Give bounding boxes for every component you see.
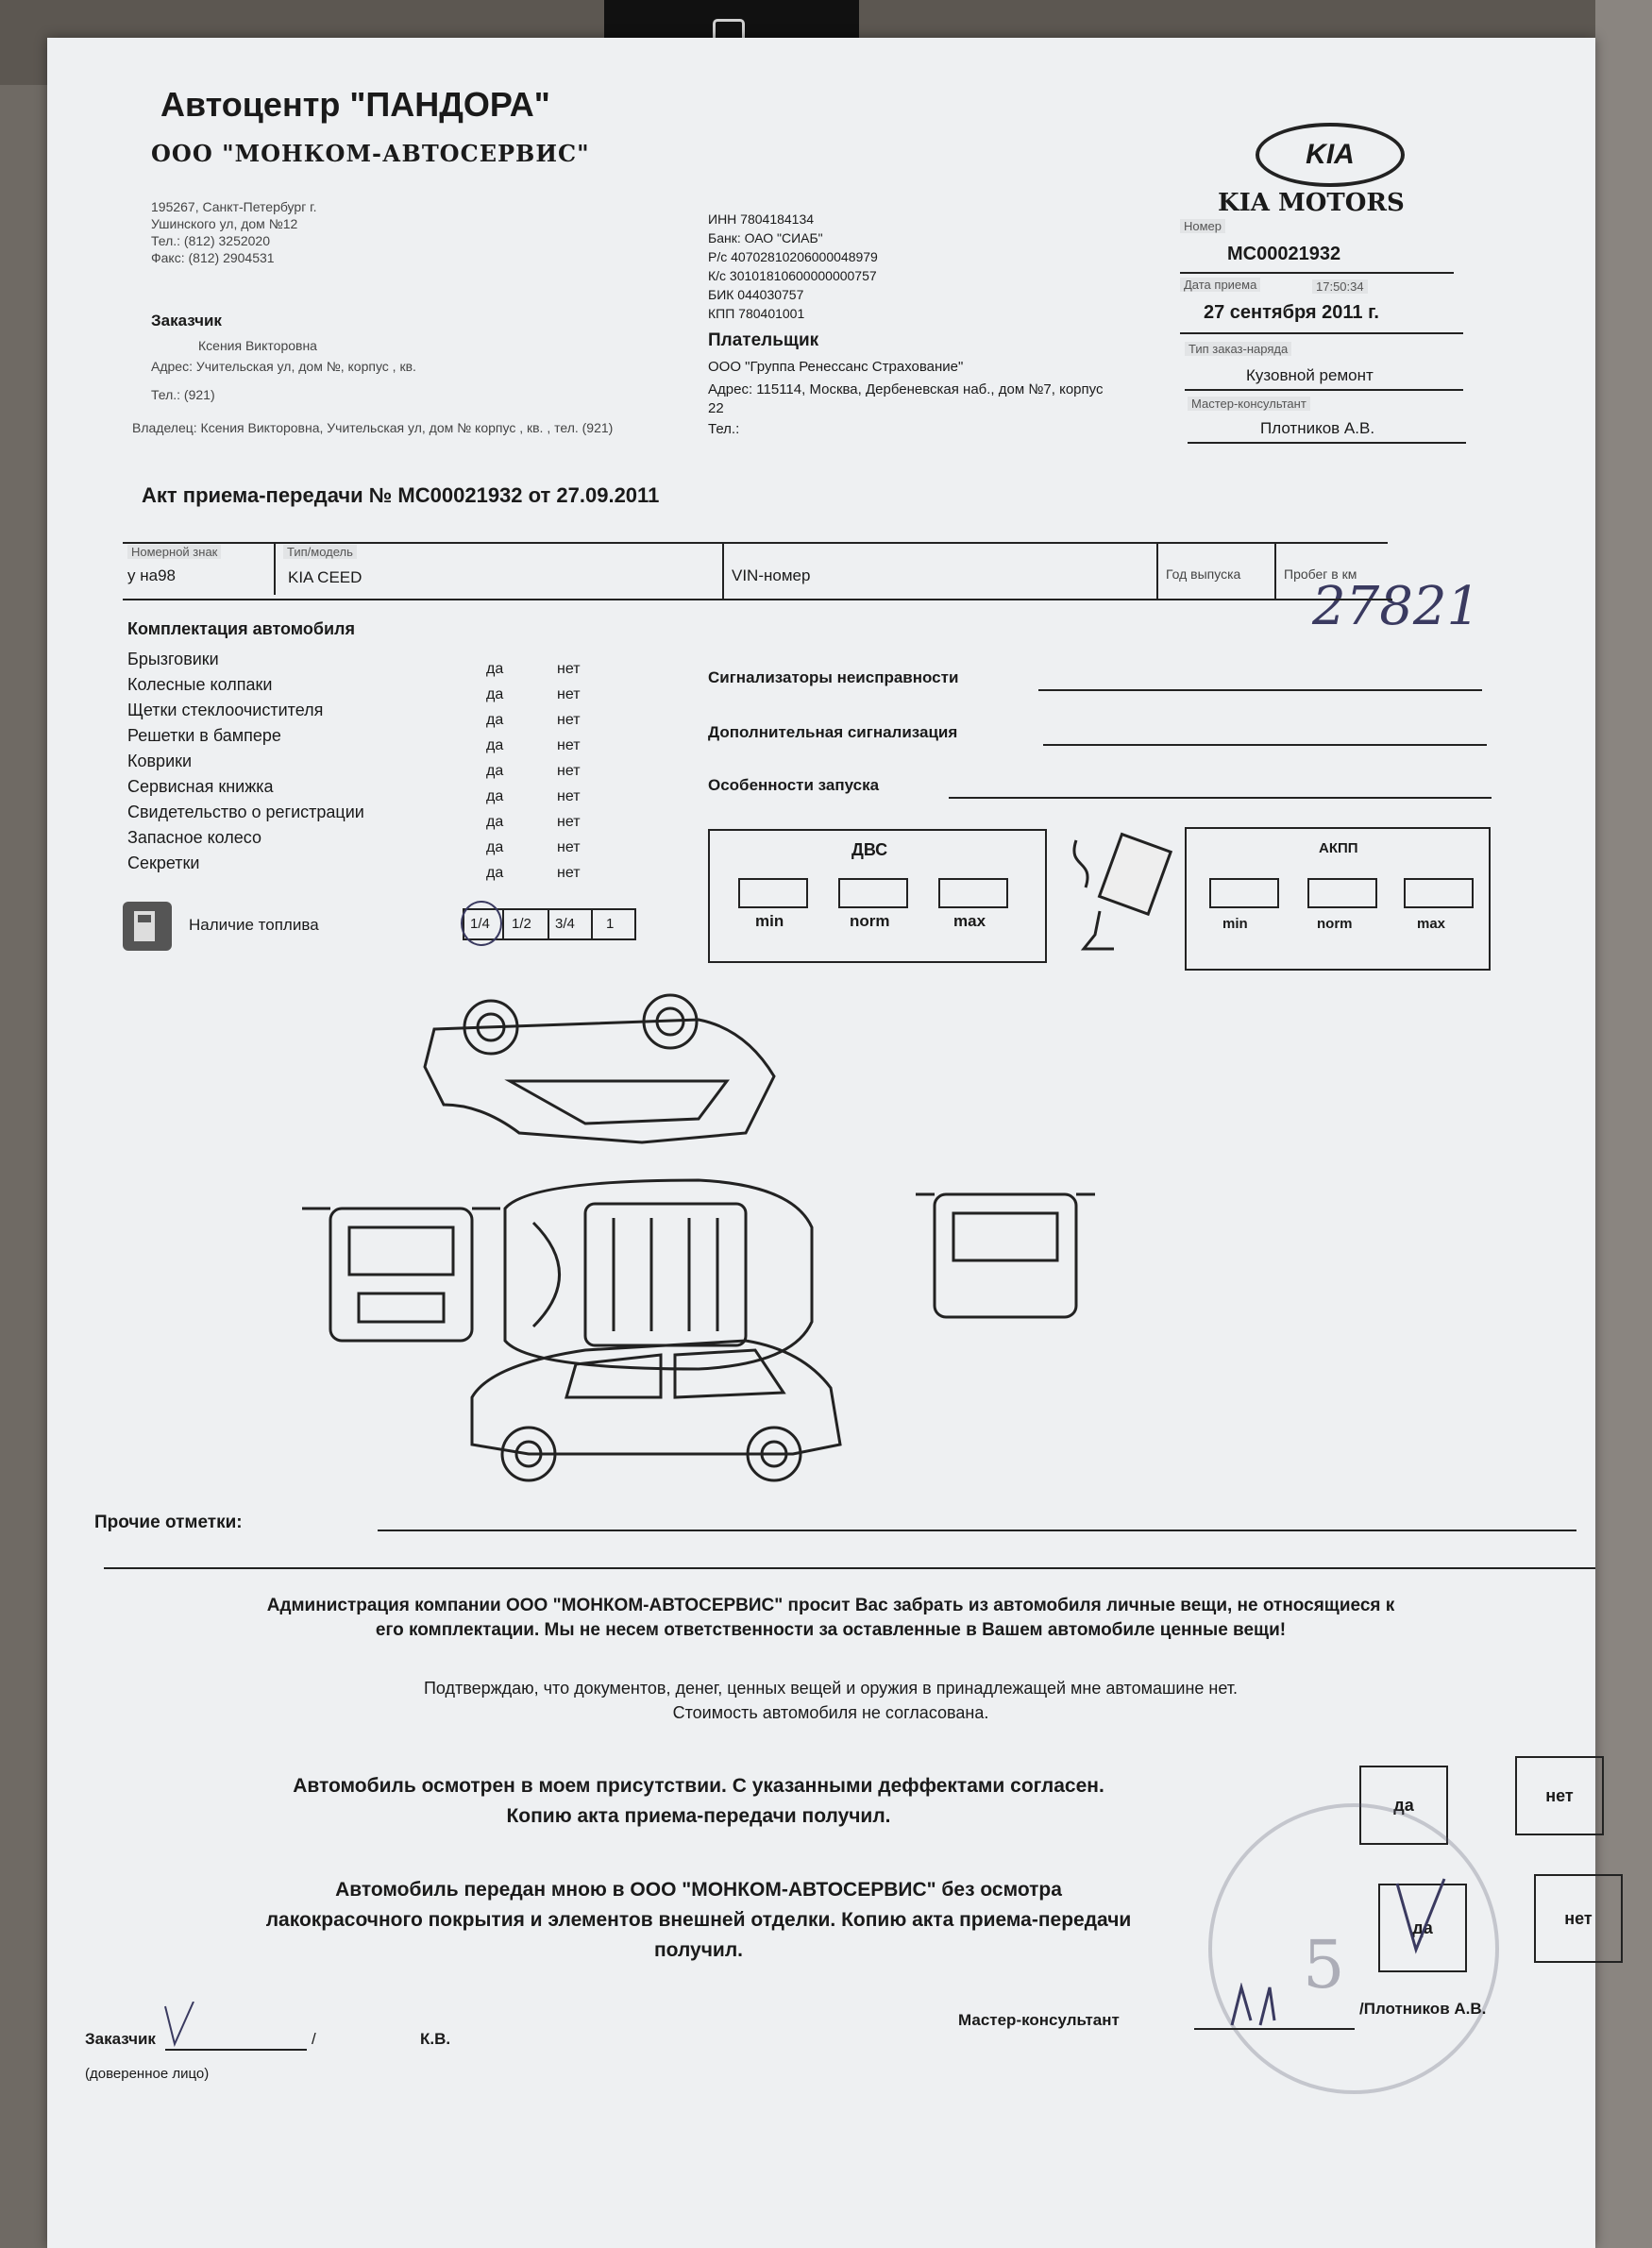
remarks-line[interactable] xyxy=(378,1530,1576,1531)
car-damage-diagram[interactable] xyxy=(302,991,1152,1482)
notice-text: его комплектации. Мы не несем ответственности за оставленные в Вашем автомобиле ценные вещи! xyxy=(375,1620,1287,1640)
vin-label: VIN-номер xyxy=(732,566,811,584)
fuel-level[interactable]: 1 xyxy=(606,916,615,932)
fuel-level[interactable]: 1/2 xyxy=(512,916,531,932)
alarm-label: Дополнительная сигнализация xyxy=(708,723,958,741)
equipment-item-label: Свидетельство о регистрации xyxy=(127,803,364,821)
equipment-yes-option[interactable]: да xyxy=(486,763,504,779)
confirm-text: Стоимость автомобиля не согласована. xyxy=(672,1703,989,1722)
equipment-no-option[interactable]: нет xyxy=(557,788,581,804)
oil-level-label: max xyxy=(953,912,986,930)
master-line xyxy=(1188,442,1466,444)
vehicle-table-divider xyxy=(274,542,276,595)
vehicle-table-bottom xyxy=(123,599,1392,600)
equipment-yes-option[interactable]: да xyxy=(486,686,504,702)
oil-level-cell[interactable] xyxy=(1404,878,1474,908)
payer-address: Адрес: 115114, Москва, Дербеневская наб., дом №7, корпус xyxy=(708,381,1104,397)
equipment-no-option[interactable]: нет xyxy=(557,865,581,881)
fuel-label: Наличие топлива xyxy=(189,916,319,934)
customer-sign-line[interactable] xyxy=(165,2049,307,2051)
equipment-item-label: Решетки в бампере xyxy=(127,726,281,745)
payer-address-2: 22 xyxy=(708,400,724,416)
car-top-view xyxy=(505,1180,812,1369)
fuel-level[interactable]: 3/4 xyxy=(555,916,575,932)
car-front-view xyxy=(302,1209,500,1341)
handed-text: лакокрасочного покрытия и элементов внешней отделки. Копию акта приема-передачи xyxy=(265,1909,1132,1931)
oil-level-cell[interactable] xyxy=(738,878,808,908)
master-name: Плотников А.В. xyxy=(1260,419,1375,437)
inspected-text: Копию акта приема-передачи получил. xyxy=(506,1805,891,1827)
kia-logo-text: KIA xyxy=(1306,139,1355,170)
inspected-yes-box[interactable]: да xyxy=(1359,1766,1448,1845)
payer-name: ООО "Группа Ренессанс Страхование" xyxy=(708,359,964,375)
vehicle-table-top xyxy=(123,542,1388,544)
equipment-no-option[interactable]: нет xyxy=(557,737,581,753)
document-page: Автоцентр "ПАНДОРА" ООО "МОНКОМ-АВТОСЕРВИС" 195267, Санкт-Петербург г. Ушинского ул, дом №12 Тел.: (812) 3252020 Факс: (812) 2904531 ИНН 7804184134 Банк: ОАО "СИАБ" Р/с 40702810206000048979 К/с 30101810600000000757 БИК 044030757 КПП 780401001 KIA KIA MOTORS Номер МС00021932 Дата приема 17:50:34 27 сентября 2011 г. Тип заказ-наряда Кузовной ремонт Мастер-консультант Плотников А.В. Заказчик Ксения Викторовна Адрес: Учительская ул, дом №, корпус , кв. Тел.: (921) Владелец: Ксения Викторовна, Учительская ул, дом № корпус , кв. , тел. (921) Плательщик ООО "Группа Ренессанс Страхование" Адрес: 115114, Москва, Дербеневская наб., дом №7, корпус 22 Тел.: Акт приема-передачи № МС00021932 от 27.09.2011 Номерной знак у на98 Тип/модель KIA CEED VIN-номер Год выпуска Пробег в км 27821 Комплектация автомобиля Брызговики да нет Колесные колпаки да нет Щетки стеклоочистителя да нет Решетки в бампере да нет Коврики да нет Сервисная книжка да нет Свидетельство о регистрации да нет Запасное колесо да нет Секретки да нет Наличие топлива 1/4 1/2 3/4 1 Сигнализаторы неисправности Дополнительная сигнализация Особенности запуска ДВС min norm max АКПП min norm max Прочие отметки: Администрация компании ООО "МОНКОМ-АВТОСЕРВИС" просит Вас забрать из автомобиля личные вещи, не относящиеся к его комплектации. Мы не несем ответственности за оставленные в Вашем автомобиле ценные вещи! Подтверждаю, что документов, денег, ценных вещей и оружия в принадлежащей мне автомашине нет. Стоимость автомобиля не согласована. Автомобиль осмотрен в моем присутствии. С указанными деффектами согласен. Копию акта приема-передачи получил. да нет Автомобиль передан мною в ООО "МОНКОМ-АВТОСЕРВИС" без осмотра лакокрасочного покрытия и элементов внешней отделки. Копию акта приема-передачи получил. да нет 5 Заказчик / К.В. (доверенное лицо) Мастер-консультант /Плотников А.В. xyxy=(47,38,1595,2248)
equipment-item-label: Колесные колпаки xyxy=(127,675,273,694)
equipment-item-label: Сервисная книжка xyxy=(127,777,274,796)
master-sign-name: /Плотников А.В. xyxy=(1359,2000,1487,2018)
equipment-item-label: Брызговики xyxy=(127,650,219,668)
engine-oil-box xyxy=(708,829,1047,963)
inspected-text: Автомобиль осмотрен в моем присутствии. С указанными деффектами согласен. xyxy=(293,1775,1104,1797)
vehicle-table-divider xyxy=(1156,542,1158,599)
stamp-digit: 5 xyxy=(1303,1926,1345,2003)
oil-level-label: min xyxy=(1222,916,1248,932)
gearbox-label: АКПП xyxy=(1319,840,1358,856)
oil-level-label: norm xyxy=(850,912,890,930)
doc-title: Автоцентр "ПАНДОРА" xyxy=(160,85,550,124)
equipment-item-label: Запасное колесо xyxy=(127,828,262,847)
oil-level-cell[interactable] xyxy=(1307,878,1377,908)
bank-line: КПП 780401001 xyxy=(708,306,805,321)
equipment-heading: Комплектация автомобиля xyxy=(127,619,355,638)
fuel-pump-icon xyxy=(123,902,172,951)
customer-name: Ксения Викторовна xyxy=(198,338,317,353)
equipment-no-option[interactable]: нет xyxy=(557,712,581,728)
order-number: МС00021932 xyxy=(1227,244,1341,264)
brand-name: KIA MOTORS xyxy=(1218,189,1405,217)
order-date: 27 сентября 2011 г. xyxy=(1204,302,1379,323)
plate-value: у на98 xyxy=(127,566,176,584)
order-date-line xyxy=(1180,332,1463,334)
order-date-label: Дата приема xyxy=(1180,278,1260,292)
order-type-label: Тип заказ-наряда xyxy=(1185,342,1291,356)
master-signature xyxy=(1227,1983,1303,2030)
vehicle-table-divider xyxy=(722,542,724,599)
customer-address: Адрес: Учительская ул, дом №, корпус , кв. xyxy=(151,359,416,374)
handed-no-box[interactable]: нет xyxy=(1534,1874,1623,1963)
address-line: Тел.: (812) 3252020 xyxy=(151,233,270,248)
oil-level-cell[interactable] xyxy=(1209,878,1279,908)
address-line: Ушинского ул, дом №12 xyxy=(151,216,298,231)
equipment-yes-option[interactable]: да xyxy=(486,839,504,855)
mileage-value: 27821 xyxy=(1312,576,1481,637)
car-side-view-flipped xyxy=(425,995,774,1142)
gearbox-oil-box xyxy=(1185,827,1491,971)
order-number-line xyxy=(1180,272,1454,274)
order-type-line xyxy=(1185,389,1463,391)
vehicle-table-divider xyxy=(1274,542,1276,599)
faults-label: Сигнализаторы неисправности xyxy=(708,668,959,686)
fuel-level-circle xyxy=(461,901,502,946)
equipment-no-option[interactable]: нет xyxy=(557,814,581,830)
equipment-yes-option[interactable]: да xyxy=(486,661,504,677)
customer-signature xyxy=(160,2002,198,2049)
equipment-yes-option[interactable]: да xyxy=(486,788,504,804)
equipment-no-option[interactable]: нет xyxy=(557,763,581,779)
act-title: Акт приема-передачи № МС00021932 от 27.09.2011 xyxy=(142,483,660,507)
engine-label: ДВС xyxy=(851,840,888,859)
customer-heading: Заказчик xyxy=(151,312,222,330)
inspected-no-box[interactable]: нет xyxy=(1515,1756,1604,1835)
equipment-item-label: Щетки стеклоочистителя xyxy=(127,701,324,719)
car-rear-view xyxy=(916,1194,1095,1317)
fuel-level[interactable]: 1/4 xyxy=(470,916,490,932)
oil-level-cell[interactable] xyxy=(838,878,908,908)
master-label: Мастер-консультант xyxy=(1188,397,1310,411)
order-number-label: Номер xyxy=(1180,219,1225,233)
equipment-item-label: Коврики xyxy=(127,752,193,770)
customer-phone: Тел.: (921) xyxy=(151,387,215,402)
model-value: KIA CEED xyxy=(288,568,362,586)
handed-text: Автомобиль передан мною в ООО "МОНКОМ-АВТОСЕРВИС" без осмотра xyxy=(335,1879,1062,1901)
confirm-text: Подтверждаю, что документов, денег, ценных вещей и оружия в принадлежащей мне автомашине нет. xyxy=(423,1679,1239,1698)
start-label: Особенности запуска xyxy=(708,776,880,794)
equipment-yes-option[interactable]: да xyxy=(486,814,504,830)
oil-level-label: norm xyxy=(1317,916,1353,932)
start-line[interactable] xyxy=(949,797,1492,799)
address-line: Факс: (812) 2904531 xyxy=(151,250,275,265)
model-label: Тип/модель xyxy=(283,545,357,559)
handed-text: получил. xyxy=(653,1939,743,1961)
plate-label: Номерной знак xyxy=(127,545,221,559)
bank-line: Банк: ОАО "СИАБ" xyxy=(708,230,823,245)
equipment-yes-option[interactable]: да xyxy=(486,737,504,753)
equipment-no-option[interactable]: нет xyxy=(557,686,581,702)
kia-logo-icon xyxy=(1256,123,1405,187)
faults-line[interactable] xyxy=(1038,689,1482,691)
handed-yes-box[interactable]: да xyxy=(1378,1884,1467,1972)
equipment-no-option[interactable]: нет xyxy=(557,661,581,677)
bank-line: ИНН 7804184134 xyxy=(708,211,815,227)
customer-initials: К.В. xyxy=(420,2030,451,2048)
notice-text: Администрация компании ООО "МОНКОМ-АВТОСЕРВИС" просит Вас забрать из автомобиля личные вещи, не относящиеся к xyxy=(266,1596,1395,1615)
order-time: 17:50:34 xyxy=(1312,279,1368,294)
equipment-yes-option[interactable]: да xyxy=(486,865,504,881)
oil-level-label: max xyxy=(1417,916,1446,932)
bank-line: К/с 30101810600000000757 xyxy=(708,268,877,283)
equipment-no-option[interactable]: нет xyxy=(557,839,581,855)
oil-level-label: min xyxy=(755,912,784,930)
proxy-label: (доверенное лицо) xyxy=(85,2066,210,2082)
bank-details xyxy=(708,210,878,323)
oil-can-icon xyxy=(1057,821,1180,963)
bank-line: Р/с 40702810206000048979 xyxy=(708,249,878,264)
company-address xyxy=(151,198,316,266)
mileage-label: Пробег в км xyxy=(1284,566,1357,582)
remarks-line-2[interactable] xyxy=(104,1567,1595,1569)
company-name: ООО "МОНКОМ-АВТОСЕРВИС" xyxy=(151,140,590,167)
alarm-line[interactable] xyxy=(1043,744,1487,746)
equipment-yes-option[interactable]: да xyxy=(486,712,504,728)
oil-level-cell[interactable] xyxy=(938,878,1008,908)
year-label: Год выпуска xyxy=(1166,566,1241,582)
order-type: Кузовной ремонт xyxy=(1246,366,1374,384)
owner-info: Владелец: Ксения Викторовна, Учительская ул, дом № корпус , кв. , тел. (921) xyxy=(132,420,614,435)
remarks-label: Прочие отметки: xyxy=(94,1513,243,1532)
payer-phone: Тел.: xyxy=(708,421,740,437)
equipment-item-label: Секретки xyxy=(127,854,200,872)
customer-sign-label: Заказчик xyxy=(85,2030,156,2048)
payer-heading: Плательщик xyxy=(708,330,819,350)
car-side-view xyxy=(472,1341,840,1480)
address-line: 195267, Санкт-Петербург г. xyxy=(151,199,317,214)
master-sign-label: Мастер-консультант xyxy=(958,2011,1120,2029)
company-stamp xyxy=(1208,1803,1499,2094)
bank-line: БИК 044030757 xyxy=(708,287,804,302)
